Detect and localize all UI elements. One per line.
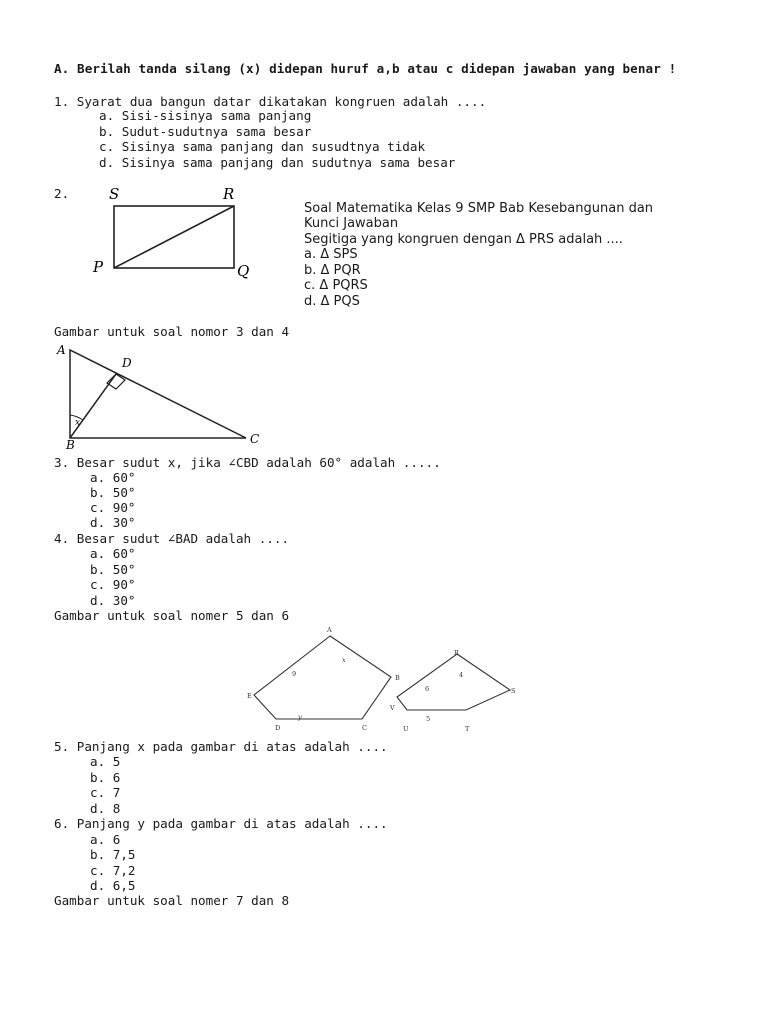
q4-question: 4. Besar sudut ∠BAD adalah .... (54, 531, 290, 546)
q1-option-b: b. Sudut-sudutnya sama besar (99, 124, 312, 139)
q2-caption-line2: Kunci Jawaban (304, 216, 399, 231)
q2-option-d: d. Δ PQS (304, 294, 360, 309)
q3-question: 3. Besar sudut x, jika ∠CBD adalah 60° adalah ..... (54, 455, 441, 470)
label-r: R (454, 649, 459, 657)
q2-option-a: a. Δ SPS (304, 247, 358, 262)
q5-option-b: b. 6 (90, 770, 121, 785)
figure-3-4-caption: Gambar untuk soal nomor 3 dan 4 (54, 324, 290, 339)
q5-question: 5. Panjang x pada gambar di atas adalah .... (54, 739, 388, 754)
q5-option-a: a. 5 (90, 754, 121, 769)
label-pe: E (247, 692, 252, 700)
figure-5-6-caption: Gambar untuk soal nomer 5 dan 6 (54, 608, 290, 623)
label-side-9: 9 (292, 670, 297, 678)
label-p: P (93, 258, 104, 276)
label-pc: C (362, 724, 367, 732)
label-q: Q (237, 262, 250, 280)
q5-option-c: c. 7 (90, 785, 121, 800)
q1-option-a: a. Sisi-sisinya sama panjang (99, 108, 312, 123)
q6-option-a: a. 6 (90, 832, 121, 847)
segment-bd (70, 374, 116, 438)
q3-option-a: a. 60° (90, 470, 136, 485)
label-side-6: 6 (425, 685, 430, 693)
q5-option-d: d. 8 (90, 801, 121, 816)
label-side-x: x (342, 656, 346, 664)
section-heading: A. Berilah tanda silang (x) didepan huruf a,b atau c didepan jawaban yang benar ! (54, 61, 677, 76)
label-pb: B (395, 674, 400, 682)
label-c: C (250, 432, 260, 446)
q4-option-b: b. 50° (90, 562, 136, 577)
diagonal-pr (114, 206, 234, 268)
right-triangle-figure (50, 340, 270, 452)
label-d: D (122, 356, 132, 370)
label-side-4: 4 (459, 671, 464, 679)
label-a: A (57, 343, 66, 357)
q1-question: 1. Syarat dua bangun datar dikatakan kongruen adalah .... (54, 94, 487, 109)
label-pa: A (327, 626, 332, 634)
q6-option-b: b. 7,5 (90, 847, 136, 862)
q6-question: 6. Panjang y pada gambar di atas adalah .... (54, 816, 388, 831)
q1-option-c: c. Sisinya sama panjang dan susudtnya tidak (99, 139, 426, 154)
label-s: S (109, 185, 120, 203)
label-v: V (390, 704, 395, 712)
label-b: B (66, 438, 75, 452)
q3-option-c: c. 90° (90, 500, 136, 515)
q6-option-d: d. 6,5 (90, 878, 136, 893)
label-t: T (465, 725, 470, 733)
label-x: x (75, 418, 81, 428)
rectangle-figure (90, 180, 280, 280)
q6-option-c: c. 7,2 (90, 863, 136, 878)
pentagons-figure (240, 622, 530, 737)
label-side-5: 5 (426, 715, 431, 723)
label-side-y: y (298, 713, 302, 721)
q4-option-a: a. 60° (90, 546, 136, 561)
q2-caption-line1: Soal Matematika Kelas 9 SMP Bab Kesebangunan dan (304, 201, 654, 216)
figure-7-8-caption: Gambar untuk soal nomer 7 dan 8 (54, 893, 290, 908)
label-r: R (223, 185, 235, 203)
q4-option-d: d. 30° (90, 593, 136, 608)
pentagon-abcde (254, 636, 391, 719)
q3-option-b: b. 50° (90, 485, 136, 500)
q2-option-c: c. Δ PQRS (304, 278, 368, 293)
pentagon-rstuv (397, 654, 510, 710)
q2-number: 2. (54, 186, 70, 201)
q3-option-d: d. 30° (90, 515, 136, 530)
label-u: U (403, 725, 409, 733)
triangle-abc (70, 350, 246, 438)
q2-question: Segitiga yang kongruen dengan Δ PRS adalah .... (304, 232, 623, 247)
label-s: S (511, 687, 516, 695)
q1-option-d: d. Sisinya sama panjang dan sudutnya sama besar (99, 155, 456, 170)
q2-option-b: b. Δ PQR (304, 263, 361, 278)
q4-option-c: c. 90° (90, 577, 136, 592)
label-pd: D (275, 724, 281, 732)
